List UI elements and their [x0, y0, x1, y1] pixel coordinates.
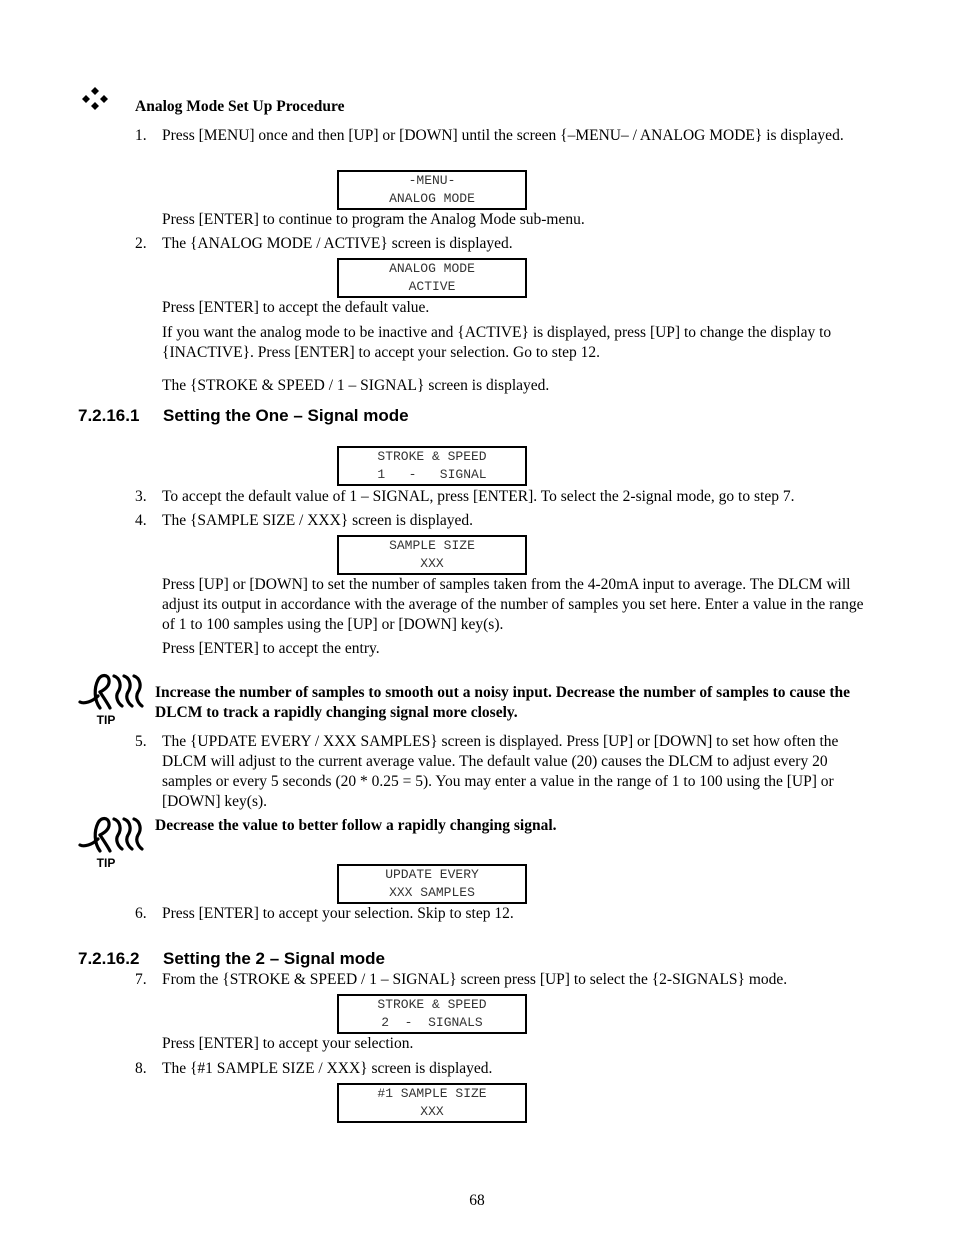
- lcd-line: XXX: [420, 555, 444, 571]
- step-number: 7.: [135, 971, 147, 988]
- section-number: 7.2.16.1: [78, 406, 140, 425]
- section-number: 7.2.16.2: [78, 949, 140, 968]
- lcd-screen: [337, 446, 527, 486]
- lcd-line: UPDATE EVERY: [385, 867, 479, 882]
- step-text: The {ANALOG MODE / ACTIVE} screen is displayed.: [162, 235, 513, 252]
- page-number: 68: [469, 1192, 485, 1209]
- step-text: From the {STROKE & SPEED / 1 – SIGNAL} screen press [UP] to select the {2-SIGNALS} mode.: [162, 971, 788, 988]
- lcd-screen: [337, 535, 527, 575]
- lcd-line: SAMPLE SIZE: [389, 538, 475, 553]
- lcd-screen: [337, 864, 527, 904]
- diamond-bullet-icon: [80, 86, 110, 112]
- lcd-screen: [337, 258, 527, 298]
- lcd-line: XXX SAMPLES: [389, 884, 475, 900]
- section-heading: [78, 406, 409, 426]
- step-note: Press [ENTER] to accept the entry.: [162, 640, 380, 657]
- tip-icon-label: TIP: [96, 713, 116, 726]
- lcd-line: STROKE & SPEED: [377, 449, 487, 464]
- tip-icon: [78, 813, 144, 869]
- lcd-line: ACTIVE: [408, 278, 456, 294]
- step-number: 3.: [135, 488, 147, 505]
- section-heading: [78, 949, 385, 969]
- step-note: Press [ENTER] to accept your selection.: [162, 1035, 414, 1052]
- lcd-line: 1 - SIGNAL: [377, 466, 487, 482]
- lcd-line: -MENU-: [408, 173, 456, 188]
- step-number: 2.: [135, 235, 147, 252]
- step-note: If you want the analog mode to be inactive and {ACTIVE} is displayed, press [UP] to change the display to {INACTIVE}. Press [ENTER] to accept your selection. Go to step 12.: [162, 324, 832, 361]
- step-text: The {#1 SAMPLE SIZE / XXX} screen is displayed.: [162, 1060, 493, 1077]
- step-note: Press [ENTER] to continue to program the Analog Mode sub-menu.: [162, 211, 585, 228]
- step-text: The {UPDATE EVERY / XXX SAMPLES} screen is displayed. Press [UP] or [DOWN] to set how often the DLCM will adjust to the current average value. The default value (20) causes the DLCM to adjust every 20 samples or every 5 seconds (20 * 0.25 = 5). You may enter a value in the range of 1 to 100 using the [UP] or [DOWN] key(s).: [162, 733, 839, 810]
- lcd-screen: [337, 994, 527, 1034]
- lcd-line: STROKE & SPEED: [377, 997, 487, 1012]
- step-text: Press [MENU] once and then [UP] or [DOWN] until the screen {–MENU– / ANALOG MODE} is displayed.: [162, 127, 844, 144]
- lcd-line: ANALOG MODE: [389, 261, 475, 276]
- lcd-screen: [337, 1083, 527, 1123]
- step-number: 1.: [135, 127, 147, 144]
- lcd-line: 2 - SIGNALS: [381, 1014, 483, 1030]
- procedure-title: Analog Mode Set Up Procedure: [135, 98, 345, 115]
- step-text: To accept the default value of 1 – SIGNAL, press [ENTER]. To select the 2-signal mode, go to step 7.: [162, 488, 795, 505]
- lcd-line: #1 SAMPLE SIZE: [377, 1086, 487, 1101]
- step-note: Press [UP] or [DOWN] to set the number of samples taken from the 4-20mA input to average. The DLCM will adjust its output in accordance with the average of the number of samples you set here. Enter a value in the range of 1 to 100 samples using the [UP] or [DOWN] key(s).: [162, 576, 864, 633]
- step-note: The {STROKE & SPEED / 1 – SIGNAL} screen is displayed.: [162, 377, 550, 394]
- step-number: 4.: [135, 512, 147, 529]
- lcd-line: ANALOG MODE: [389, 190, 475, 206]
- step-text: The {SAMPLE SIZE / XXX} screen is displayed.: [162, 512, 474, 529]
- lcd-screen: [337, 170, 527, 210]
- tip-icon: [78, 670, 144, 726]
- section-title: Setting the One – Signal mode: [163, 406, 409, 425]
- step-number: 6.: [135, 905, 147, 922]
- section-title: Setting the 2 – Signal mode: [163, 949, 385, 968]
- step-number: 5.: [135, 733, 147, 750]
- tip-text: Increase the number of samples to smooth out a noisy input. Decrease the number of samples to cause the DLCM to track a rapidly changing signal more closely.: [155, 684, 851, 721]
- lcd-line: XXX: [420, 1103, 444, 1119]
- tip-icon-label: TIP: [96, 856, 116, 869]
- step-note: Press [ENTER] to accept the default value.: [162, 299, 430, 316]
- step-text: Press [ENTER] to accept your selection. Skip to step 12.: [162, 905, 514, 922]
- tip-text: Decrease the value to better follow a rapidly changing signal.: [155, 817, 557, 834]
- step-number: 8.: [135, 1060, 147, 1077]
